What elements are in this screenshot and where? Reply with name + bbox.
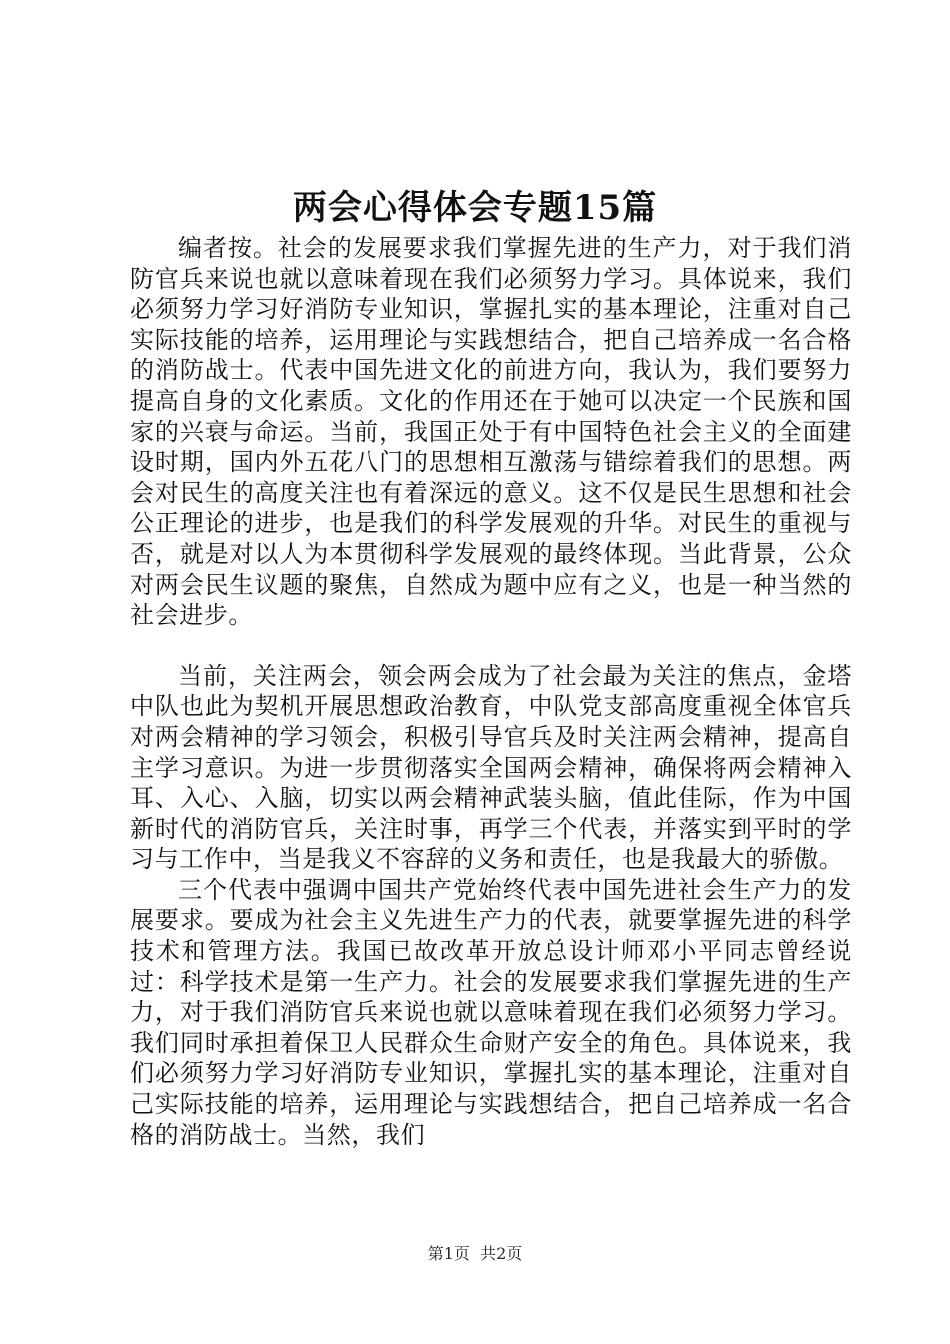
paragraph-three-represents: 三个代表中强调中国共产党始终代表中国先进社会生产力的发展要求。要成为社会主义先进生产力的代表，就要掌握先进的科学技术和管理方法。我国已故改革开放总设计师邓小平同志曾经说过：科学技术是第一生产力。社会的发展要求我们掌握先进的生产力，对于我们消防官兵来说也就以意味着现在我们必须努力学习。我们同时承担着保卫人民群众生命财产安全的角色。具体说来，我们必须努力学习好消防专业知识，掌握扎实的基本理论，注重对自己实际技能的培养，运用理论与实践想结合，把自己培养成一名合格的消防战士。当然，我们: [130, 875, 852, 1149]
document-body: [130, 233, 852, 1150]
page-number: 第1页 共2页: [427, 1244, 523, 1263]
document-title: 两会心得体会专题15篇: [292, 188, 658, 228]
page-footer: [0, 1244, 950, 1264]
paragraph-editor-note: 编者按。社会的发展要求我们掌握先进的生产力，对于我们消防官兵来说也就以意味着现在我们必须努力学习。具体说来，我们必须努力学习好消防专业知识，掌握扎实的基本理论，注重对自己实际技能的培养，运用理论与实践想结合，把自己培养成一名合格的消防战士。代表中国先进文化的前进方向，我认为，我们要努力提高自身的文化素质。文化的作用还在于她可以决定一个民族和国家的兴衰与命运。当前，我国正处于有中国特色社会主义的全面建设时期，国内外五花八门的思想相互激荡与错综着我们的思想。两会对民生的高度关注也有着深远的意义。这不仅是民生思想和社会公正理论的进步，也是我们的科学发展观的升华。对民生的重视与否，就是对以人为本贯彻科学发展观的最终体现。当此背景，公众对两会民生议题的聚焦，自然成为题中应有之义，也是一种当然的社会进步。: [130, 234, 852, 630]
paragraph-focus-two-sessions: 当前，关注两会，领会两会成为了社会最为关注的焦点，金塔中队也此为契机开展思想政治教育，中队党支部高度重视全体官兵对两会精神的学习领会，积极引导官兵及时关注两会精神，提高自主学习意识。为进一步贯彻落实全国两会精神，确保将两会精神入耳、入心、入脑，切实以两会精神武装头脑，值此佳际，作为中国新时代的消防官兵，关注时事，再学三个代表，并落实到平时的学习与工作中，当是我义不容辞的义务和责任，也是我最大的骄傲。: [130, 661, 852, 874]
